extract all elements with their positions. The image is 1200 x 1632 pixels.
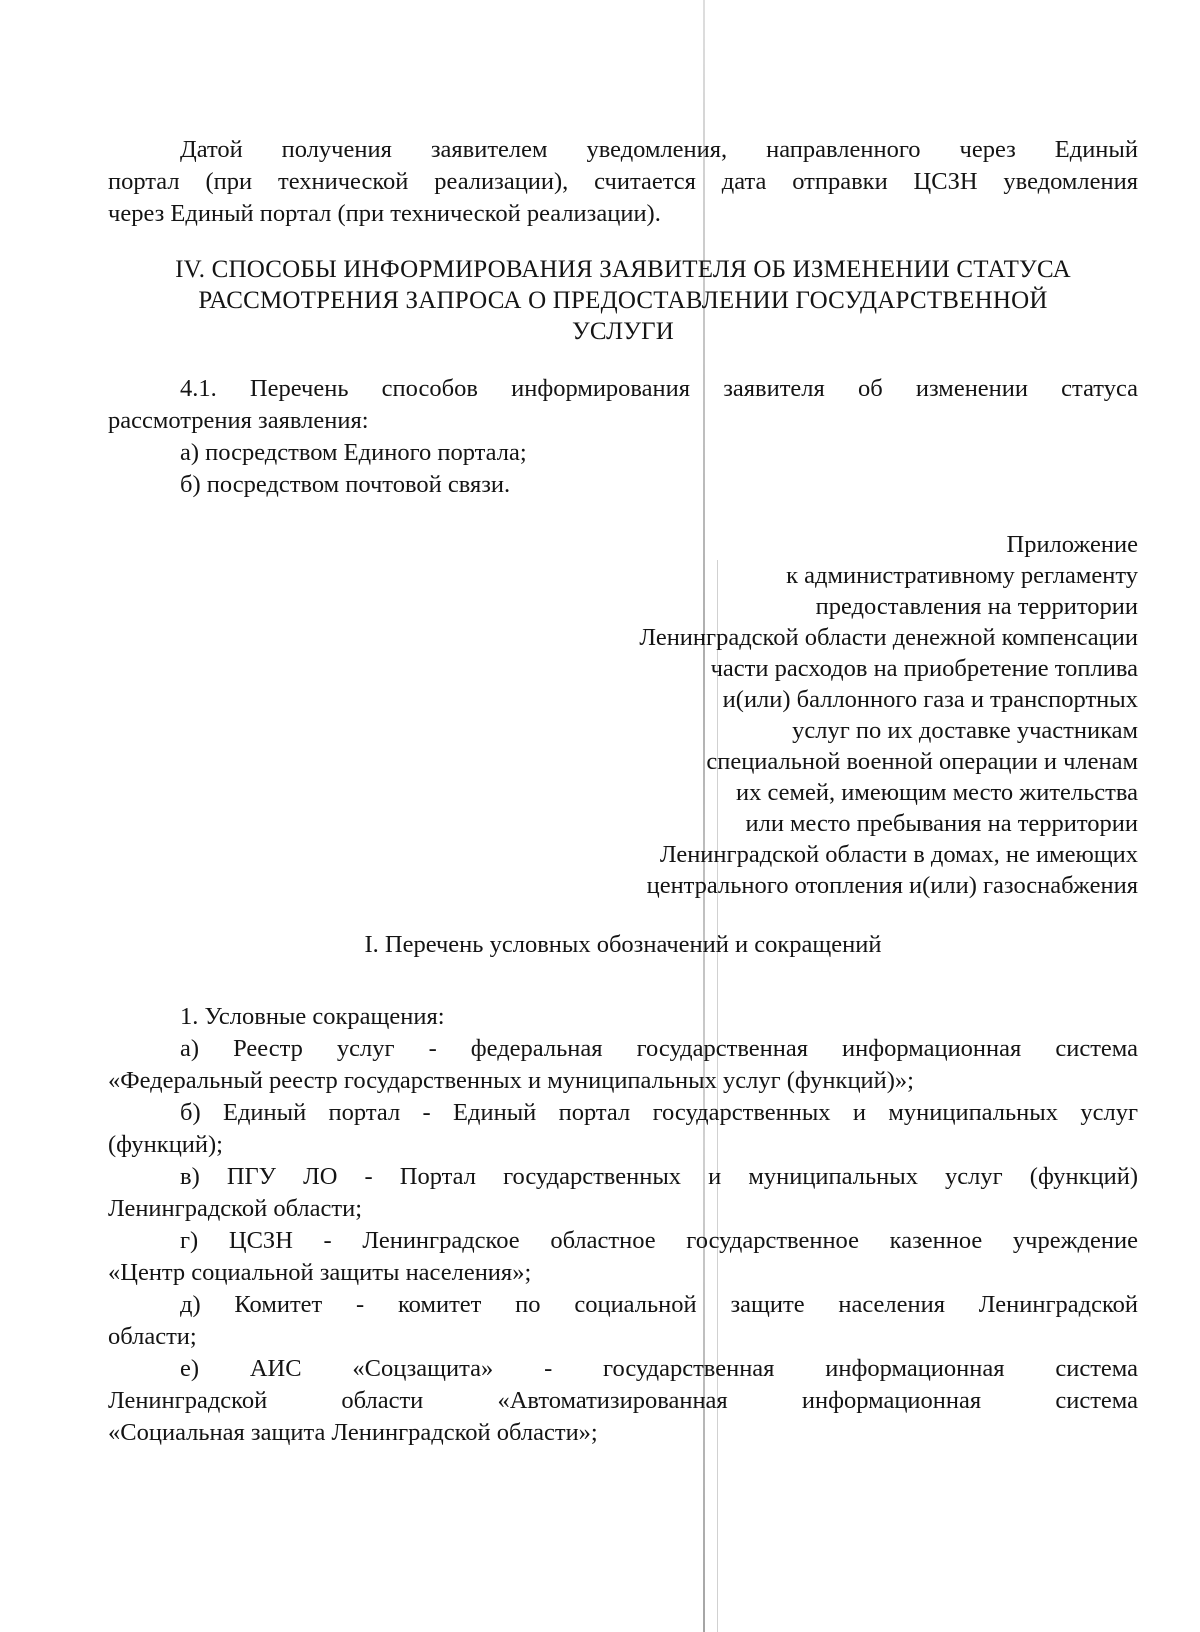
abbrev-v-line-1: в) ПГУ ЛО - Портал государственных и муниципальных услуг (функций) — [180, 1163, 1138, 1190]
appendix-line: центрального отопления и(или) газоснабжения — [646, 872, 1138, 899]
list-item-b: б) посредством почтовой связи. — [180, 471, 511, 498]
section-4-heading-line-1: IV. СПОСОБЫ ИНФОРМИРОВАНИЯ ЗАЯВИТЕЛЯ ОБ ИЗМЕНЕНИИ СТАТУСА — [175, 256, 1071, 283]
abbrev-a-line-2: «Федеральный реестр государственных и муниципальных услуг (функций)»; — [108, 1067, 914, 1094]
section-4-heading-line-3: УСЛУГИ — [571, 318, 675, 345]
abbrev-v — [108, 1161, 1138, 1225]
appendix-line: специальной военной операции и членам — [706, 748, 1138, 775]
document-body — [108, 134, 1138, 1449]
appendix-line: Ленинградской области денежной компенсации — [639, 624, 1138, 651]
abbrev-a-line-1: а) Реестр услуг - федеральная государственная информационная система — [180, 1035, 1138, 1062]
abbrev-g-line-1: г) ЦСЗН - Ленинградское областное государственное казенное учреждение — [180, 1227, 1138, 1254]
abbrev-a — [108, 1033, 1138, 1097]
section-1-heading: I. Перечень условных обозначений и сокращений — [364, 931, 882, 958]
appendix-line: части расходов на приобретение топлива — [710, 655, 1138, 682]
abbrev-e-line-1: е) АИС «Соцзащита» - государственная информационная система — [180, 1355, 1138, 1382]
section-4-heading — [108, 254, 1138, 347]
abbrev-v-line-2: Ленинградской области; — [108, 1195, 363, 1222]
abbrev-e-line-3: «Социальная защита Ленинградской области»; — [108, 1419, 598, 1446]
intro-line-1: Датой получения заявителем уведомления, направленного через Единый — [180, 136, 1138, 163]
section-4-heading-line-2: РАССМОТРЕНИЯ ЗАПРОСА О ПРЕДОСТАВЛЕНИИ ГОСУДАРСТВЕННОЙ — [198, 287, 1048, 314]
appendix-line: услуг по их доставке участникам — [792, 717, 1138, 744]
paragraph-4-1-line-1: 4.1. Перечень способов информирования заявителя об изменении статуса — [180, 375, 1138, 402]
paragraph-4-1-line-2: рассмотрения заявления: — [108, 407, 369, 434]
paragraph-4-1 — [108, 373, 1138, 437]
paragraph-1: 1. Условные сокращения: — [180, 1003, 445, 1030]
appendix-line: предоставления на территории — [815, 593, 1138, 620]
abbrev-g-line-2: «Центр социальной защиты населения»; — [108, 1259, 532, 1286]
appendix-line: или место пребывания на территории — [745, 810, 1138, 837]
appendix-line: и(или) баллонного газа и транспортных — [722, 686, 1138, 713]
intro-line-2: портал (при технической реализации), считается дата отправки ЦСЗН уведомления — [108, 168, 1138, 195]
appendix-line: к административному регламенту — [786, 562, 1138, 589]
appendix-line: Приложение — [1006, 531, 1138, 558]
list-item-a: а) посредством Единого портала; — [180, 439, 527, 466]
abbrev-d — [108, 1289, 1138, 1353]
abbrev-d-line-1: д) Комитет - комитет по социальной защите населения Ленинградской — [180, 1291, 1138, 1318]
abbrev-b — [108, 1097, 1138, 1161]
abbrev-e-line-2: Ленинградской области «Автоматизированная информационная система — [108, 1387, 1138, 1414]
abbrev-d-line-2: области; — [108, 1323, 197, 1350]
abbrev-b-line-2: (функций); — [108, 1131, 223, 1158]
abbrev-b-line-1: б) Единый портал - Единый портал государственных и муниципальных услуг — [180, 1099, 1138, 1126]
appendix-line: их семей, имеющим место жительства — [735, 779, 1138, 806]
abbrev-g — [108, 1225, 1138, 1289]
appendix-line: Ленинградской области в домах, не имеющих — [659, 841, 1138, 868]
intro-line-3: через Единый портал (при технической реализации). — [108, 200, 661, 227]
intro-paragraph — [108, 134, 1138, 230]
abbrev-e — [108, 1353, 1138, 1449]
appendix-caption — [108, 529, 1138, 901]
